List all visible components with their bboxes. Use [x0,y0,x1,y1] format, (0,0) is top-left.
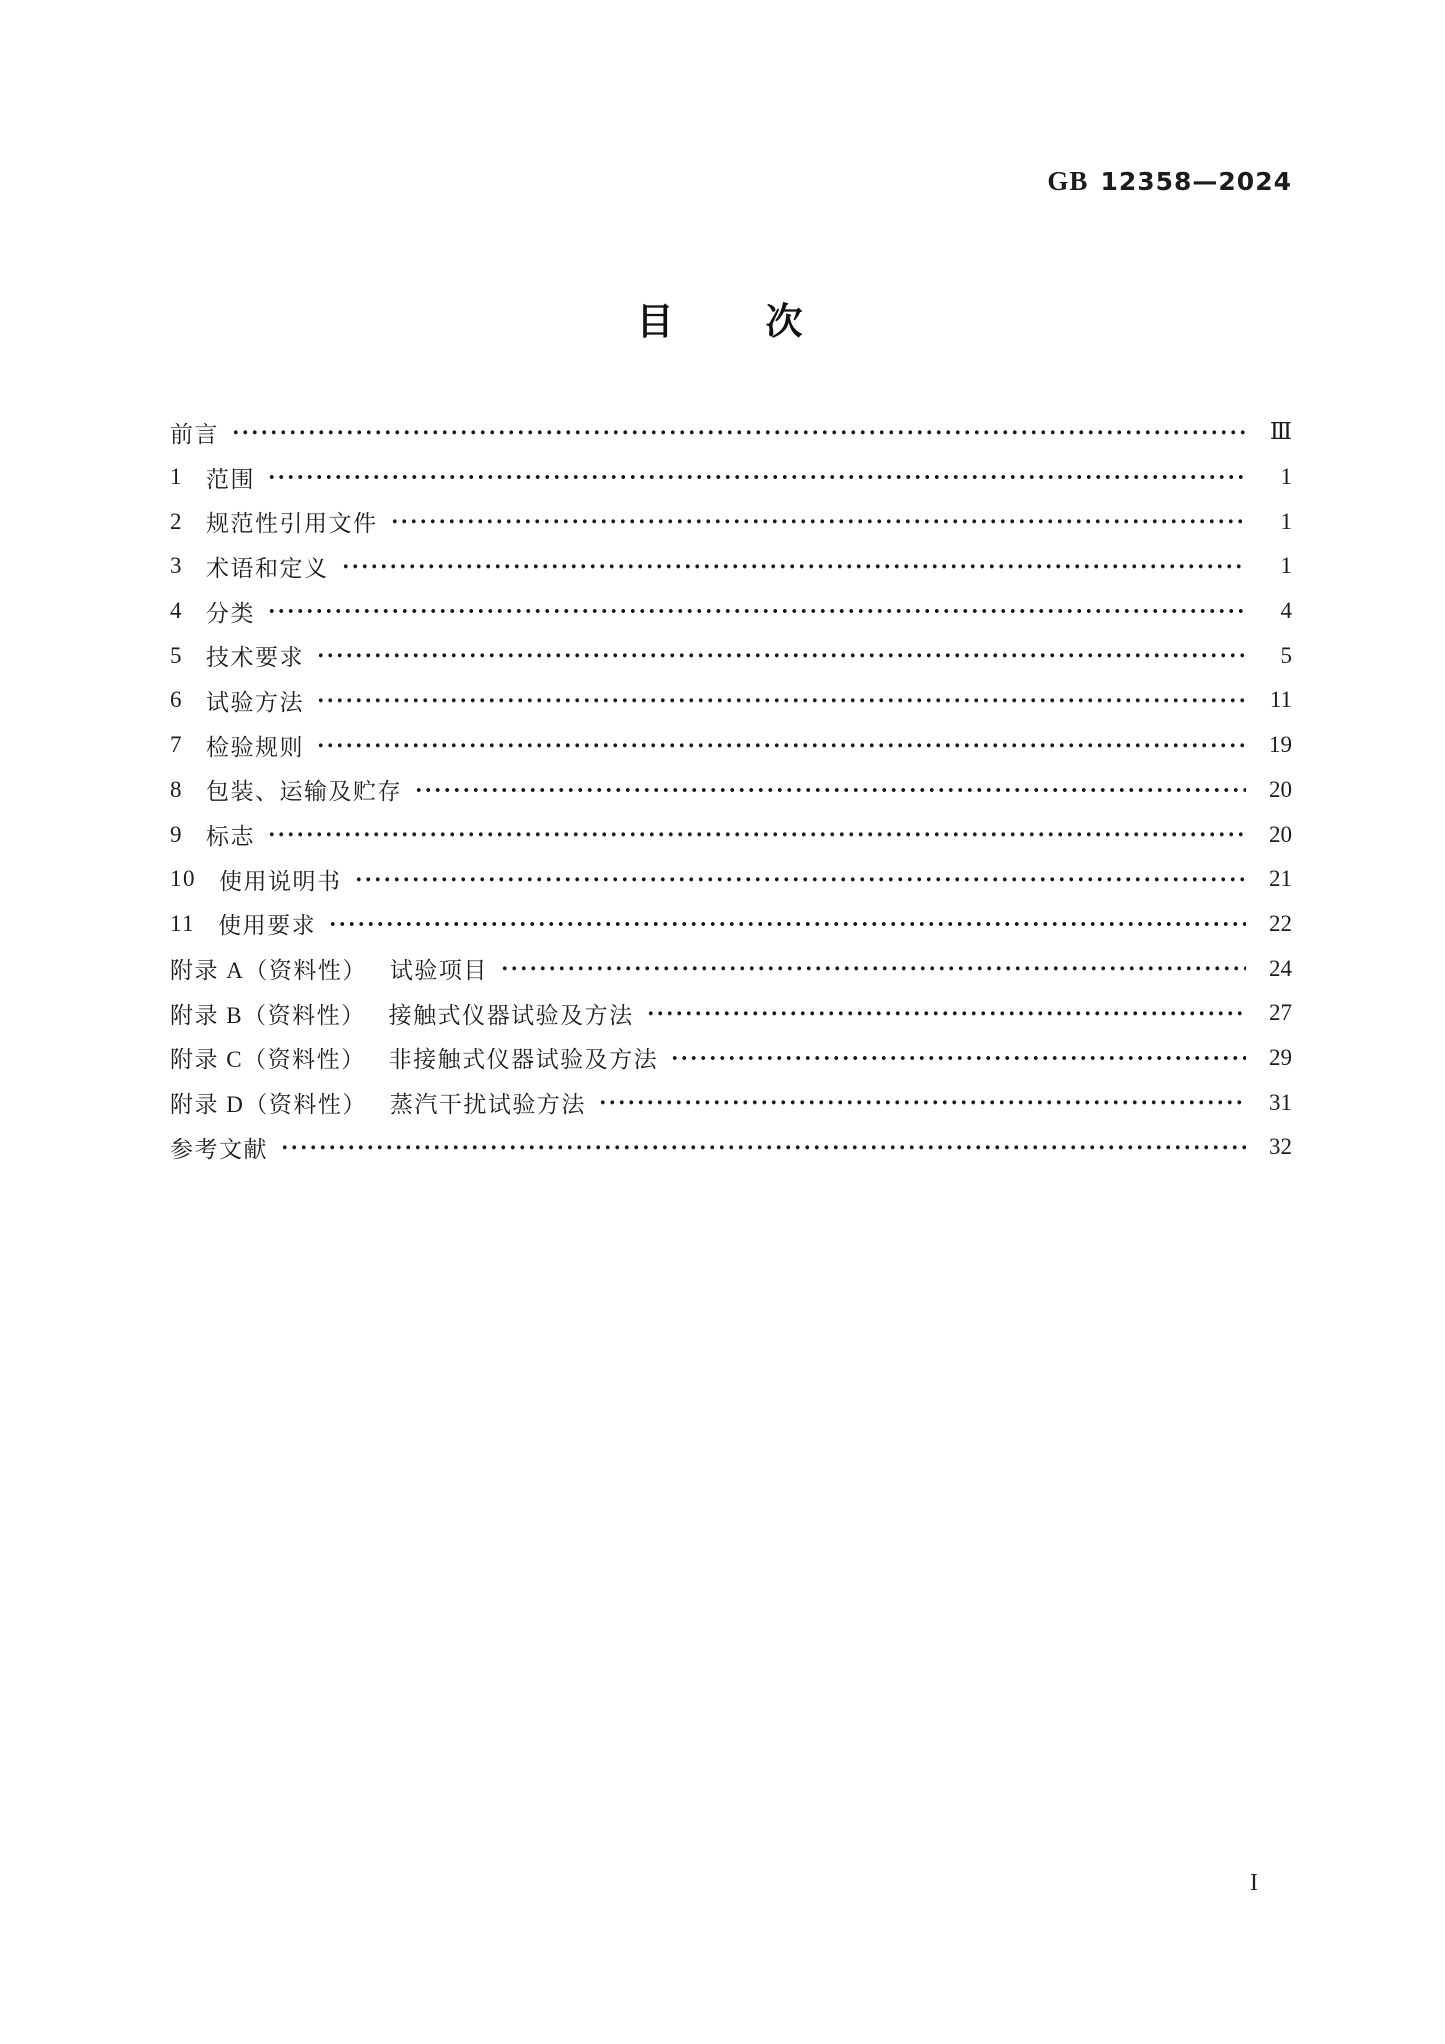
toc-entry-page: 21 [1269,866,1292,892]
toc-entry-number: 7 [170,732,183,758]
toc-entry-number: 11 [170,910,196,936]
toc-entry [170,410,1292,455]
toc-entry-label: 技术要求 [206,645,304,671]
standard-code-prefix: GB [1047,166,1089,196]
toc-entry [170,678,1292,723]
toc-entry-page: 22 [1269,910,1292,936]
dot-leader-icon [316,633,1246,678]
toc-entry-number: 3 [170,553,183,579]
dot-leader-icon [280,1125,1246,1170]
dot-leader-icon [390,499,1247,544]
toc-entry [170,633,1292,678]
dot-leader-icon [267,455,1246,500]
toc-entry-page: 5 [1280,642,1292,668]
dot-leader-icon [646,991,1246,1036]
dot-leader-icon [328,902,1246,947]
toc-entry [170,857,1292,902]
toc-entry-page: 31 [1269,1089,1292,1115]
toc-entry-page: 1 [1280,508,1292,534]
toc-entry [170,499,1292,544]
toc-entry-label: 标志 [206,824,255,850]
toc-entry-label: 规范性引用文件 [206,511,378,537]
toc-entry-page: 4 [1280,598,1292,624]
toc-entry-page: 1 [1280,553,1292,579]
toc-entry [170,1080,1292,1125]
toc-entry-page: Ⅲ [1269,419,1292,445]
toc-entry-label: 试验项目 [389,958,488,984]
toc-entry-number: 附录 D（资料性） [170,1092,367,1118]
toc-entry-label: 检验规则 [206,734,304,760]
dot-leader-icon [414,768,1246,813]
toc-entry-number: 4 [170,598,183,624]
standard-code [1047,166,1292,197]
toc-entry [170,544,1292,589]
toc-entry [170,723,1292,768]
dot-leader-icon [670,1036,1246,1081]
toc-entry-number: 附录 C（资料性） [170,1047,366,1073]
toc-entry-number: 8 [170,776,183,802]
toc-entry-page: 32 [1269,1134,1292,1160]
toc-entry-number: 9 [170,821,183,847]
toc-list [170,410,1292,1170]
standard-code-number: 12358—2024 [1100,167,1292,196]
dot-leader-icon [316,723,1246,768]
page-title: 目 次 [636,300,809,343]
dot-leader-icon [316,678,1246,723]
toc-entry [170,768,1292,813]
dot-leader-icon [354,857,1247,902]
dot-leader-icon [598,1080,1246,1125]
toc-entry [170,1036,1292,1081]
toc-entry-label: 使用说明书 [219,868,342,894]
toc-entry-label: 包装、运输及贮存 [206,779,402,805]
toc-entry-label: 使用要求 [218,913,317,939]
toc-entry-number: 附录 B（资料性） [170,1002,366,1028]
toc-entry-page: 1 [1280,464,1292,490]
toc-entry [170,812,1292,857]
toc-entry-label: 分类 [206,600,255,626]
toc-entry-label: 前言 [170,421,219,447]
toc-entry [170,902,1292,947]
dot-leader-icon [267,589,1246,634]
toc-entry-page: 11 [1269,687,1292,713]
toc-entry-label: 范围 [206,466,255,492]
toc-entry-number: 5 [170,642,183,668]
dot-leader-icon [231,410,1246,455]
toc-entry [170,946,1292,991]
toc-entry-label: 蒸汽干扰试验方法 [389,1092,586,1118]
toc-entry-label: 参考文献 [170,1136,268,1162]
toc-entry [170,455,1292,500]
toc-entry-number: 1 [170,464,183,490]
toc-entry-number: 10 [170,866,196,892]
toc-entry [170,991,1292,1036]
toc-entry-label: 非接触式仪器试验及方法 [388,1047,659,1073]
toc-entry-label: 试验方法 [206,689,304,715]
dot-leader-icon [341,544,1247,589]
toc-entry-page: 24 [1269,955,1292,981]
toc-entry-page: 27 [1269,1000,1292,1026]
toc-entry-page: 20 [1269,776,1292,802]
toc-entry [170,589,1292,634]
dot-leader-icon [500,946,1246,991]
toc-entry-number: 6 [170,687,183,713]
page-number: I [1250,1870,1258,1896]
toc-entry-label: 接触式仪器试验及方法 [388,1002,634,1028]
toc-entry-page: 20 [1269,821,1292,847]
toc-entry-page: 19 [1269,732,1292,758]
toc-entry [170,1125,1292,1170]
toc-entry-label: 术语和定义 [206,555,329,581]
toc-entry-page: 29 [1269,1044,1292,1070]
toc-entry-number: 2 [170,508,183,534]
toc-entry-number: 附录 A（资料性） [170,958,367,984]
dot-leader-icon [267,812,1246,857]
